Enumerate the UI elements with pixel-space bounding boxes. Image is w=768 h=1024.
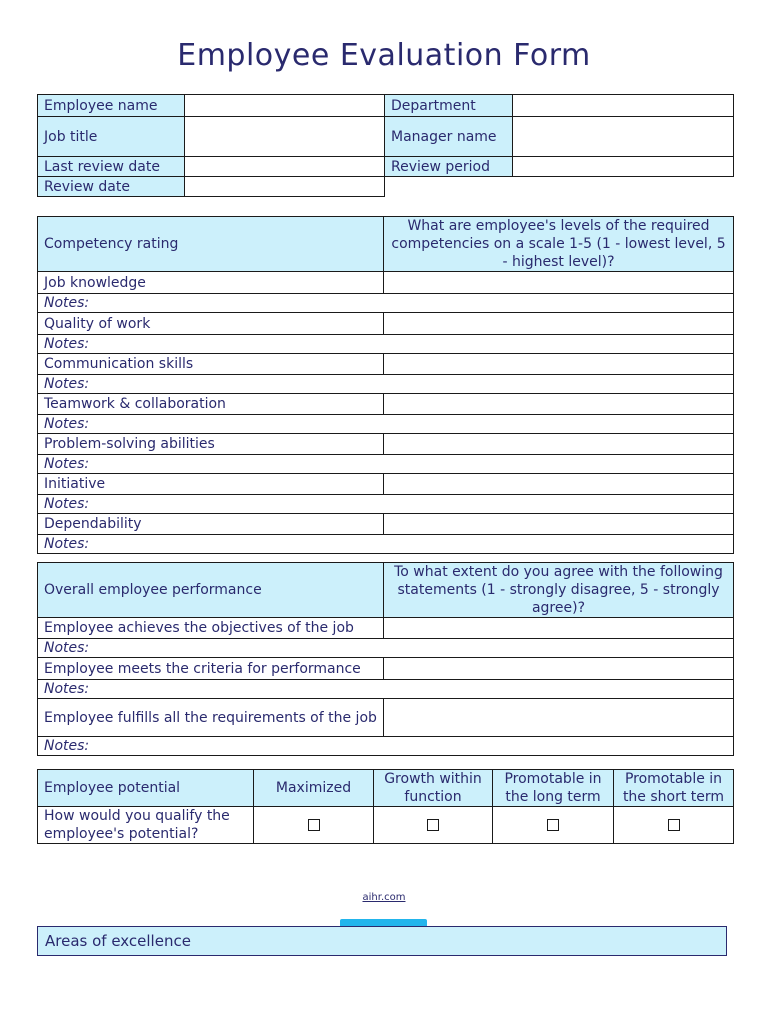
competency-notes[interactable]: Notes: — [38, 375, 734, 394]
potential-table — [37, 769, 734, 844]
performance-header-left: Overall employee performance — [38, 563, 384, 618]
employee-info-table — [37, 94, 734, 197]
potential-question: How would you qualify the employee's potential? — [38, 807, 254, 844]
competency-item: Problem-solving abilities — [38, 434, 384, 455]
aihr-link[interactable]: aihr.com — [362, 892, 406, 903]
competency-notes[interactable]: Notes: — [38, 415, 734, 434]
review-period-field[interactable] — [513, 157, 734, 177]
potential-checkbox-maximized[interactable] — [308, 819, 320, 831]
potential-checkbox-long-term[interactable] — [547, 819, 559, 831]
performance-rating-field[interactable] — [384, 658, 734, 680]
department-field[interactable] — [513, 95, 734, 117]
competency-notes[interactable]: Notes: — [38, 335, 734, 354]
competency-item: Dependability — [38, 514, 384, 535]
manager-name-field[interactable] — [513, 117, 734, 157]
competency-header-right: What are employee's levels of the required competencies on a scale 1-5 (1 - lowest level, 5 - highest level)? — [384, 217, 734, 272]
potential-option-header: Growth within function — [374, 770, 493, 807]
competency-rating-field[interactable] — [384, 354, 734, 375]
employee-name-field[interactable] — [185, 95, 385, 117]
performance-notes[interactable]: Notes: — [38, 639, 734, 658]
areas-of-excellence-header: Areas of excellence — [37, 926, 727, 956]
potential-checkbox-short-term[interactable] — [668, 819, 680, 831]
manager-name-label: Manager name — [385, 117, 513, 157]
job-title-label: Job title — [38, 117, 185, 157]
potential-option-header: Promotable in the short term — [614, 770, 734, 807]
competency-notes[interactable]: Notes: — [38, 535, 734, 554]
potential-header-left: Employee potential — [38, 770, 254, 807]
performance-item: Employee achieves the objectives of the job — [38, 618, 384, 639]
potential-option-header: Maximized — [254, 770, 374, 807]
performance-notes[interactable]: Notes: — [38, 680, 734, 699]
competency-rating-field[interactable] — [384, 434, 734, 455]
competency-rating-field[interactable] — [384, 394, 734, 415]
department-label: Department — [385, 95, 513, 117]
competency-rating-field[interactable] — [384, 474, 734, 495]
last-review-date-label: Last review date — [38, 157, 185, 177]
competency-rating-field[interactable] — [384, 313, 734, 335]
performance-rating-field[interactable] — [384, 618, 734, 639]
performance-rating-field[interactable] — [384, 699, 734, 737]
page-title: Employee Evaluation Form — [177, 38, 591, 73]
competency-table — [37, 216, 734, 554]
performance-table — [37, 562, 734, 756]
performance-item: Employee fulfills all the requirements of the job — [38, 699, 384, 737]
last-review-date-field[interactable] — [185, 157, 385, 177]
review-date-field[interactable] — [185, 177, 385, 197]
competency-notes[interactable]: Notes: — [38, 495, 734, 514]
competency-notes[interactable]: Notes: — [38, 294, 734, 313]
competency-item: Communication skills — [38, 354, 384, 375]
performance-header-right: To what extent do you agree with the following statements (1 - strongly disagree, 5 - strongly agree)? — [384, 563, 734, 618]
competency-notes[interactable]: Notes: — [38, 455, 734, 474]
competency-rating-field[interactable] — [384, 272, 734, 294]
competency-item: Quality of work — [38, 313, 384, 335]
competency-item: Initiative — [38, 474, 384, 495]
review-date-label: Review date — [38, 177, 185, 197]
employee-name-label: Employee name — [38, 95, 185, 117]
competency-rating-field[interactable] — [384, 514, 734, 535]
review-period-label: Review period — [385, 157, 513, 177]
job-title-field[interactable] — [185, 117, 385, 157]
potential-option-header: Promotable in the long term — [493, 770, 614, 807]
competency-header-left: Competency rating — [38, 217, 384, 272]
potential-checkbox-growth[interactable] — [427, 819, 439, 831]
performance-item: Employee meets the criteria for performance — [38, 658, 384, 680]
competency-item: Job knowledge — [38, 272, 384, 294]
competency-item: Teamwork & collaboration — [38, 394, 384, 415]
performance-notes[interactable]: Notes: — [38, 737, 734, 756]
